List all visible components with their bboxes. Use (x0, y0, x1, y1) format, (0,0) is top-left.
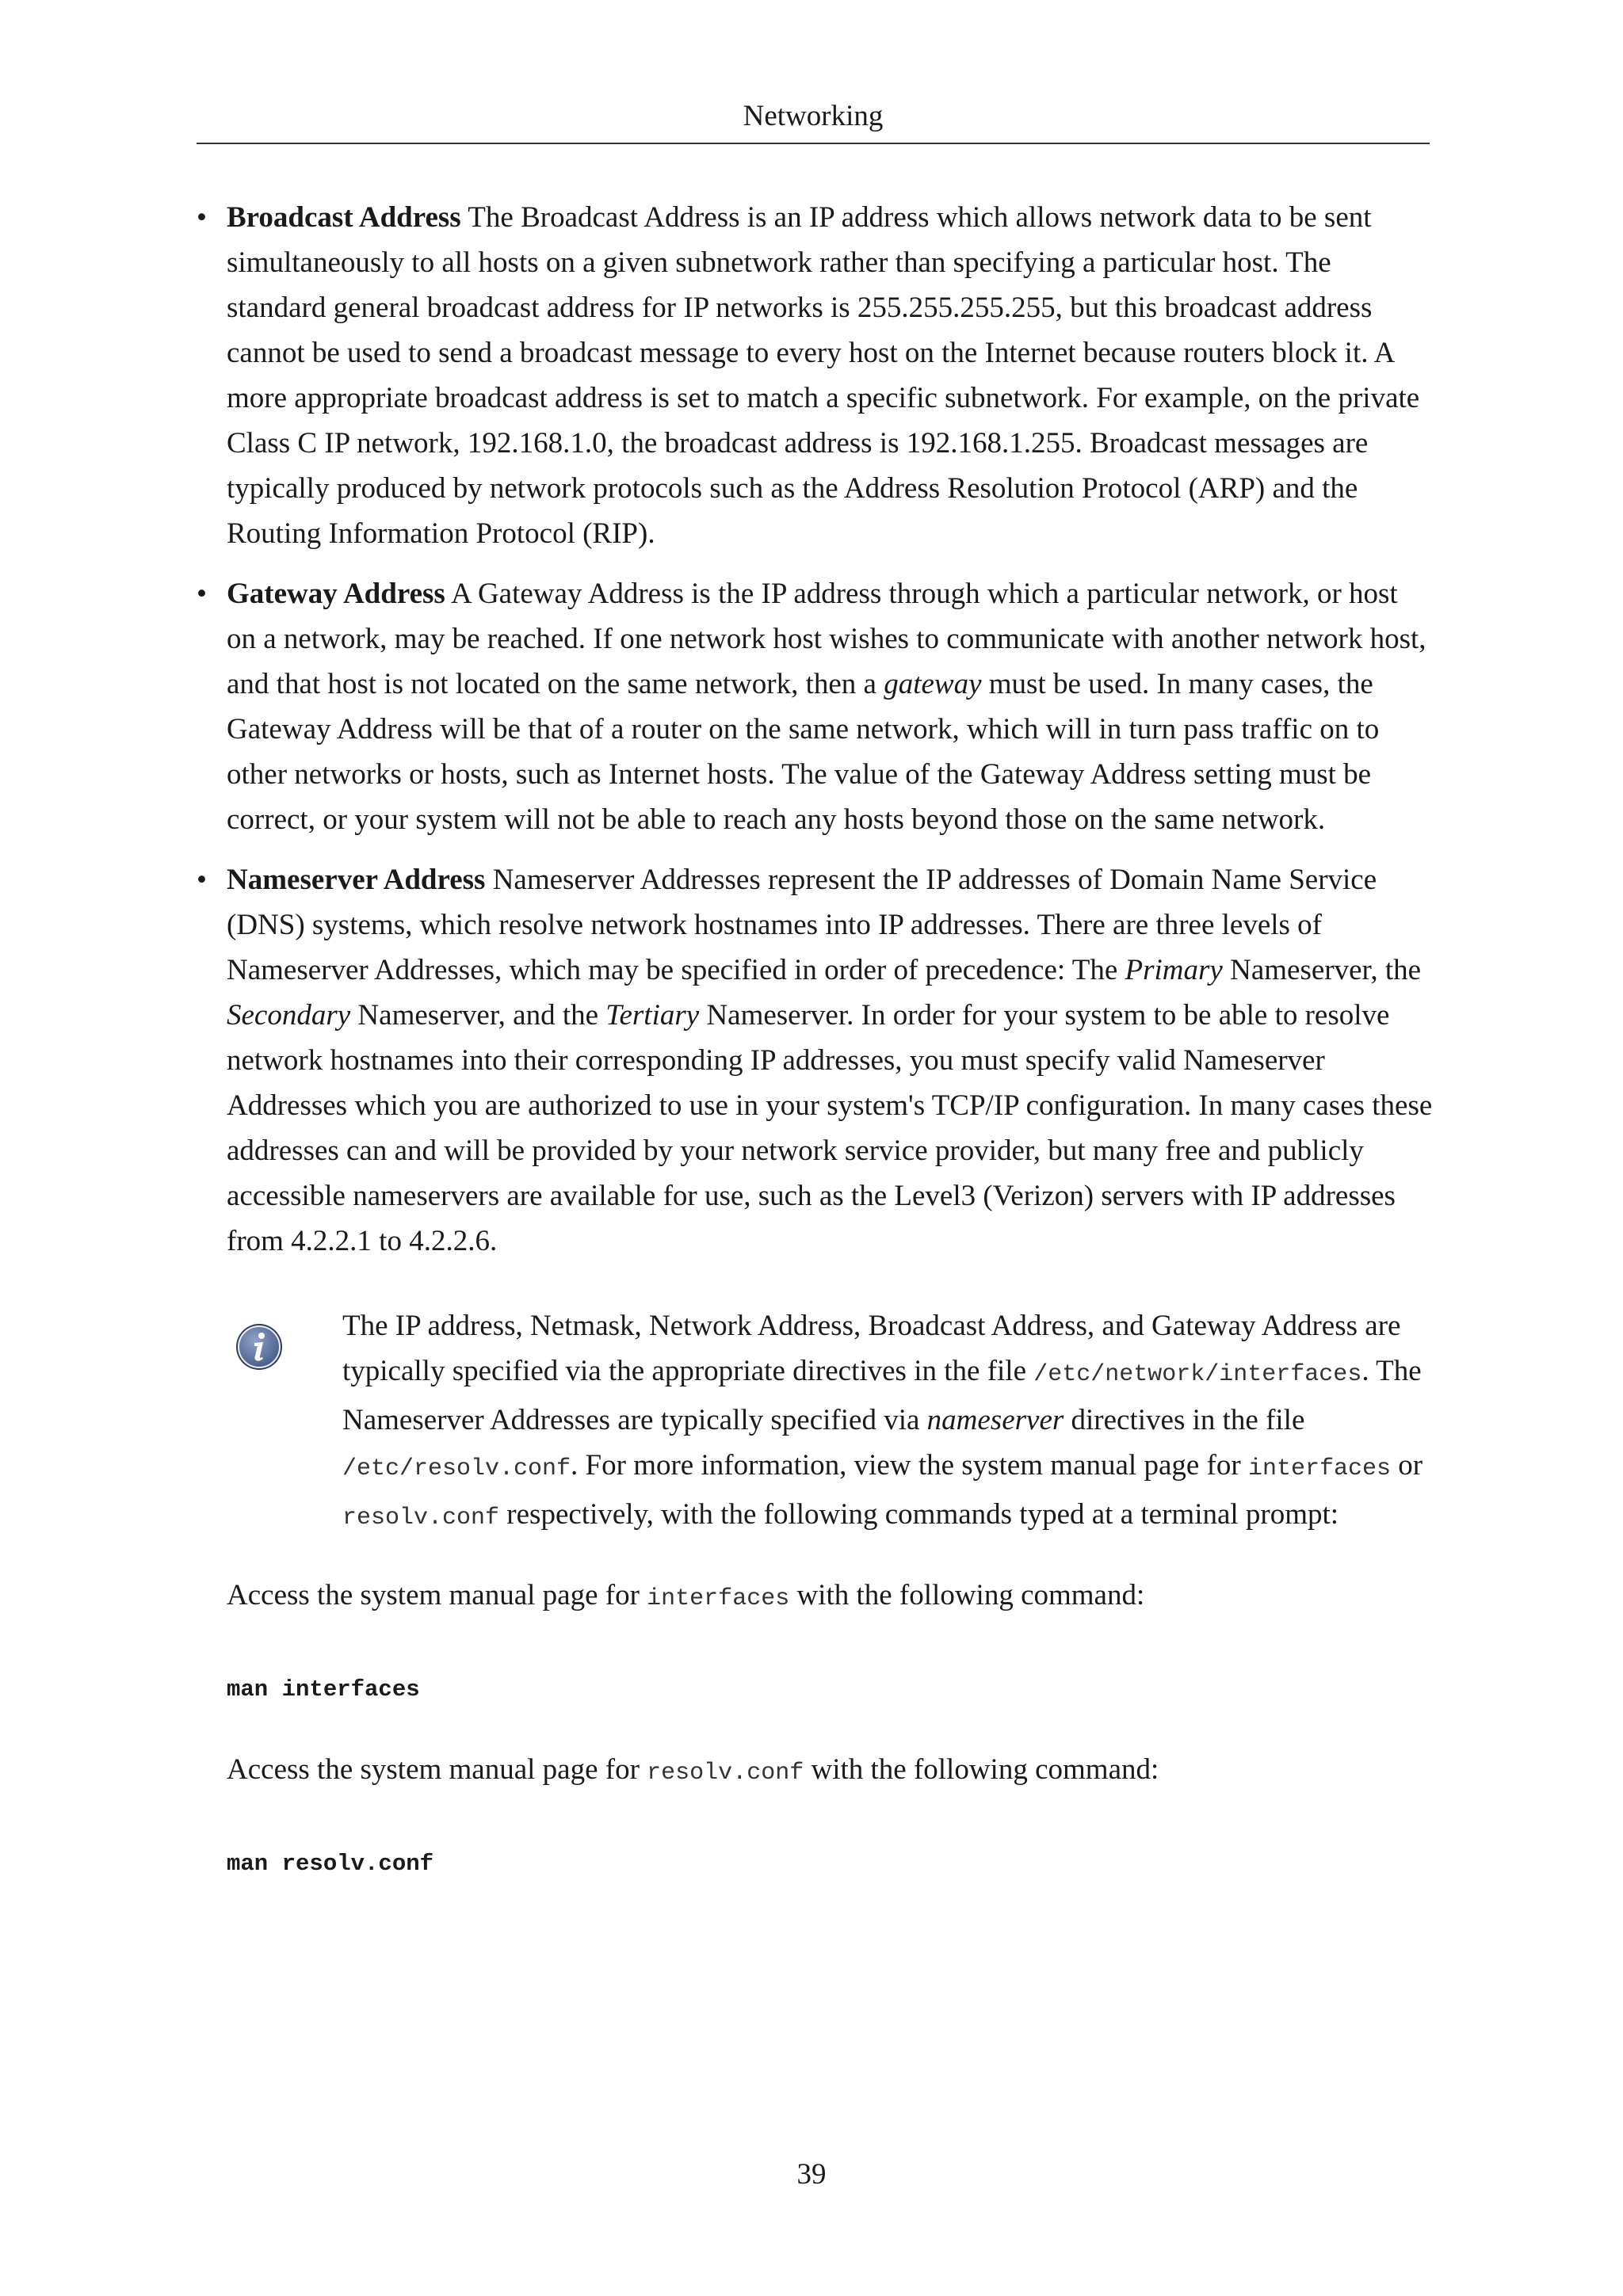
note-text: . For more information, view the system manual page for (571, 1449, 1248, 1482)
page-content (197, 195, 1433, 1921)
code-resolv-conf: resolv.conf (342, 1505, 500, 1531)
file-path-etc-network-interfaces: /etc/network/interfaces (1033, 1361, 1362, 1388)
instruction-text: Access the system manual page for (227, 1579, 647, 1611)
note-text: or (1390, 1449, 1423, 1482)
bullet-icon: • (197, 578, 207, 610)
definition-text: Nameserver Addresses represent the IP addresses of Domain Name Service (DNS) systems, which resolve network hostnames into IP addresses. There are three levels of Nameserver Addresses, which may be specified in order of precedence: The (227, 864, 1377, 986)
emphasis-text: nameserver (926, 1404, 1064, 1436)
instruction-text: Access the system manual page for (227, 1753, 647, 1786)
page-number: 39 (796, 2158, 827, 2191)
definition-text: The Broadcast Address is an IP address which allows network data to be sent simultaneously to all hosts on a given subnetwork rather than specifying a particular host. The standard general broadcast address for IP networks is 255.255.255.255, but this broadcast address cannot be used to send a broadcast message to every host on the Internet because routers block it. A more appropriate broadcast address is set to match a specific subnetwork. For example, on the private Class C IP network, 192.168.1.0, the broadcast address is 192.168.1.255. Broadcast messages are typically produced by network protocols such as the Address Resolution Protocol (ARP) and the Routing Information Protocol (RIP). (227, 201, 1420, 550)
header-rule (197, 143, 1430, 144)
instruction-paragraph (227, 1747, 1433, 1796)
instruction-text: with the following command: (789, 1579, 1145, 1611)
command-man-interfaces: man interfaces (227, 1676, 420, 1703)
code-interfaces: interfaces (647, 1585, 790, 1612)
note-text: directives in the file (1064, 1404, 1305, 1436)
definition-text: Nameserver. In order for your system to be able to resolve network hostnames into their corresponding IP addresses, you must specify valid Nameserver Addresses which you are authorized to use in your system's TCP/IP configuration. In many cases these addresses can and will be provided by your network service provider, but many free and publicly accessible nameservers are available for use, such as the Level3 (Verizon) servers with IP addresses from 4.2.2.1 to 4.2.2.6. (227, 999, 1433, 1257)
note-text: The IP address, Netmask, Network Address, Broadcast Address, and Gateway Address are typically specified via the appropriate directives in the file (342, 1310, 1401, 1387)
page-header: Networking (743, 100, 884, 132)
bullet-icon: • (197, 201, 207, 234)
definition-text: A Gateway Address is the IP address through which a particular network, or host on a network, may be reached. If one network host wishes to communicate with another network host, and that host is not located on the same network, then a (227, 578, 1426, 700)
instruction-paragraph (227, 1573, 1433, 1622)
list-item-gateway-address (197, 571, 1433, 842)
instruction-text: with the following command: (804, 1753, 1159, 1786)
term-broadcast-address: Broadcast Address (227, 201, 461, 234)
note-text: . The Nameserver Addresses are typically specified via (342, 1355, 1422, 1436)
definition-text: Nameserver, the (1222, 954, 1422, 986)
info-icon (235, 1322, 284, 1371)
emphasis-text: gateway (884, 668, 982, 700)
code-interfaces: interfaces (1247, 1455, 1391, 1482)
term-nameserver-address: Nameserver Address (227, 864, 486, 896)
emphasis-text: Secondary (227, 999, 351, 1032)
code-resolv-conf: resolv.conf (647, 1760, 804, 1787)
bullet-icon: • (197, 864, 207, 896)
file-path-etc-resolv-conf: /etc/resolv.conf (342, 1455, 571, 1482)
definition-text: Nameserver, and the (350, 999, 606, 1032)
list-item-nameserver-address (197, 857, 1433, 1264)
emphasis-text: Primary (1125, 954, 1223, 986)
list-item-broadcast-address (197, 195, 1433, 556)
definition-list (197, 195, 1433, 1264)
command-man-resolv-conf: man resolv.conf (227, 1851, 434, 1877)
info-note (227, 1303, 1433, 1541)
emphasis-text: Tertiary (605, 999, 700, 1032)
term-gateway-address: Gateway Address (227, 578, 445, 610)
definition-text: must be used. In many cases, the Gateway Address will be that of a router on the same network, which will in turn pass traffic on to other networks or hosts, such as Internet hosts. The value of the Gateway Address setting must be correct, or your system will not be able to reach any hosts beyond those on the same network. (227, 668, 1380, 836)
note-text: respectively, with the following commands typed at a terminal prompt: (499, 1498, 1339, 1531)
